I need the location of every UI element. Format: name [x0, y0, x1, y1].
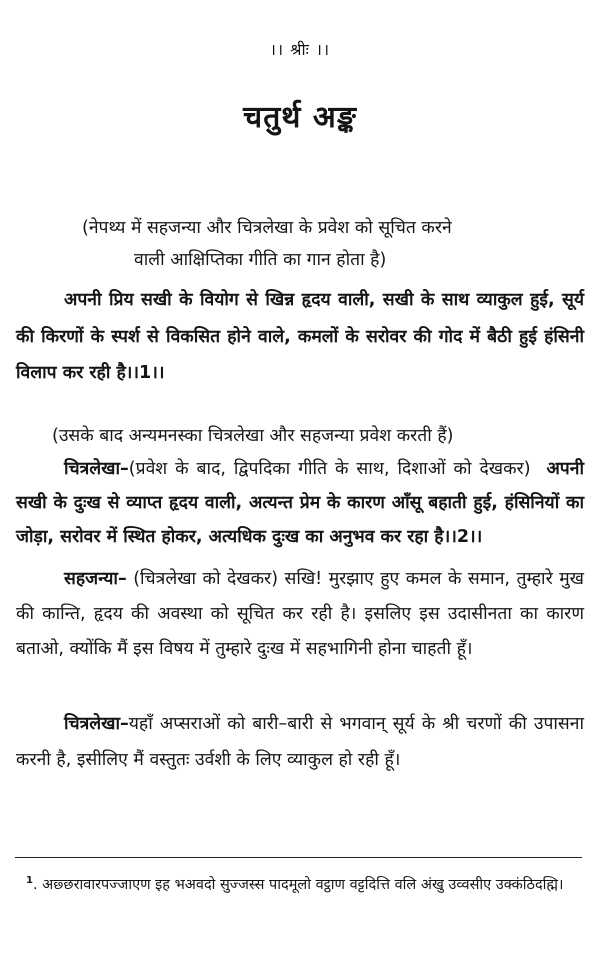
verse-2: अपनी सखी के दुःख से व्याप्त हृदय वाली, अत्यन्त प्रेम के कारण आँसू बहाती हुई, हंसिनियों का जोड़ा, सरोवर में स्थित होकर, अत्यधिक दुःख का अनुभव कर रहा है।।2।। [16, 459, 584, 547]
speaker-name: चित्रलेखा– [64, 714, 129, 734]
dialogue-chitralekha-1 [16, 452, 584, 554]
stage-direction-1 [82, 212, 582, 276]
invocation-heading: ।। श्रीः ।। [269, 40, 331, 59]
dialogue-text: (चित्रलेखा को देखकर) सखि! मुरझाए हुए कमल के समान, तुम्हारे मुख की कान्ति, हृदय की अवस्था को सूचित कर रही है। इसलिए इस उदासीनता का कारण बताओ, क्योंकि मैं इस विषय में तुम्हारे दुःख में सहभागिनी होना चाहती हूँ। [16, 569, 584, 659]
dialogue-text: यहाँ अप्सराओं को बारी–बारी से भगवान् सूर्य के श्री चरणों की उपासना करनी है, इसीलिए मैं वस्तुतः उर्वशी के लिए व्याकुल हो रही हूँ। [16, 714, 584, 770]
footnote-divider [15, 857, 582, 858]
stage-direction-inline: (प्रवेश के बाद, द्विपदिका गीति के साथ, दिशाओं को देखकर) [128, 459, 531, 479]
speaker-name: सहजन्या– [64, 569, 127, 589]
footnote [16, 866, 584, 900]
footnote-text: . अछ्छरावारपज्जाएण इह भअवदो सुज्जस्स पादमूलो वट्ठाण वट्टदित्ति वलि अंखु उव्वसीए उक्कंठिदह्मि। [32, 876, 564, 893]
verse-1: अपनी प्रिय सखी के वियोग से खिन्न हृदय वाली, सखी के साथ व्याकुल हुई, सूर्य की किरणों के स्पर्श से विकसित होने वाले, कमलों के सरोवर की गोद में बैठी हुई हंसिनी विलाप कर रही है।।1।। [16, 290, 584, 383]
act-title: चतुर्थ अङ्क [243, 100, 357, 135]
stage-direction-1-line2: वाली आक्षिप्तिका गीति का गान होता है) [134, 250, 387, 270]
stage-direction-1-line1: (नेपथ्य में सहजन्या और चित्रलेखा के प्रवेश को सूचित करने [82, 218, 452, 238]
footnote-marker: 1 [26, 875, 33, 886]
dialogue-chitralekha-2 [16, 706, 584, 778]
dialogue-sahajanya [16, 562, 584, 667]
speaker-name: चित्रलेखा– [64, 459, 129, 479]
stage-direction-2: (उसके बाद अन्यमनस्का चित्रलेखा और सहजन्या प्रवेश करती हैं) [52, 426, 454, 446]
